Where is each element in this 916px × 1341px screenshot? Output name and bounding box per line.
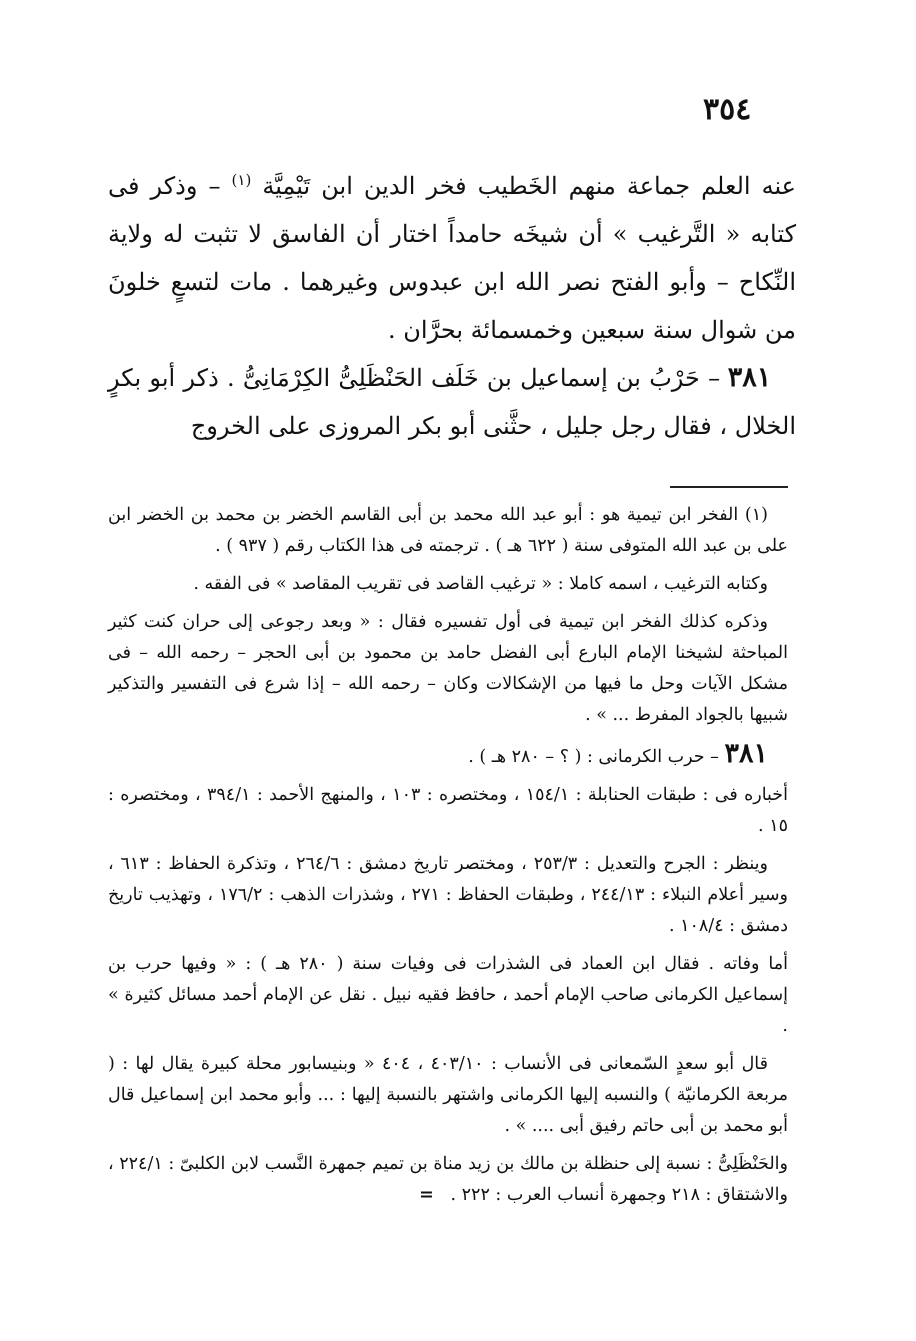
footnote-1: (١) الفخر ابن تيمية هو : أبو عبد الله محمد بن أبى القاسم الخضر بن محمد بن الخضر ابن على بن عبد الله المتوفى سنة ( ٦٢٢ هـ ) . ترجمته فى هذا الكتاب رقم ( ٩٣٧ ) .: [108, 505, 788, 556]
footnote-death: أما وفاته . فقال ابن العماد فى الشذرات فى وفيات سنة ( ٢٨٠ هـ ) : « وفيها حرب بن إسماعيل الكرمانى صاحب الإمام أحمد ، حافظ فقيه نبيل . نقل عن الإمام أحمد مسائل كثيرة » .: [108, 954, 788, 1036]
main-paragraph-part-b: – وذكر فى كتابه « التَّرغيب » أن شيخَه حامداً اختار أن الفاسق لا تثبت له ولاية النِّكاح – وأبو الفتح نصر الله ابن عبدوس وغيرهما . مات لتسعٍ خلونَ من شوال سنة سبعين وخمسمائة بحرَّان .: [108, 172, 796, 344]
biography-entry: [108, 354, 796, 450]
footnote-hanzali-text: والحَنْظَلِىُّ : نسبة إلى حنظلة بن مالك بن زيد مناة بن تميم جمهرة النَّسب لابن الكلبىّ : ٢٢٤/١ ، والاشتقاق : ٢١٨ وجمهرة أنساب العرب : ٢٢٢ .: [108, 1154, 788, 1205]
main-paragraph: [108, 162, 796, 354]
footnote-entry-number: ٣٨١: [724, 738, 768, 769]
footnote-sources: أخباره فى : طبقات الحنابلة : ١٥٤/١ ، ومختصره : ١٠٣ ، والمنهج الأحمد : ٣٩٤/١ ، ومختصره : ١٥ .: [108, 785, 788, 836]
main-paragraph-part-a: عنه العلم جماعة منهم الخَطيب فخر الدين ابن تَيْمِيَّة: [251, 172, 797, 200]
footnote-reference[interactable]: (١): [231, 171, 252, 189]
footnote-targhib: وكتابه الترغيب ، اسمه كاملا : « ترغيب القاصد فى تقريب المقاصد » فى الفقه .: [193, 574, 768, 594]
continuation-mark: =: [419, 1185, 434, 1205]
entry-text: – حَرْبُ بن إسماعيل بن خَلَف الحَنْظَلِىُّ الكِرْمَانِىُّ . ذكر أبو بكرٍ الخلال ، فقال رجل جليل ، حثَّنى أبو بكر المروزى على الخروج: [108, 364, 796, 440]
entry-number: ٣٨١: [727, 362, 772, 393]
footnote-entry-header: [108, 738, 788, 773]
footnote-tafsir: وذكره كذلك الفخر ابن تيمية فى أول تفسيره فقال : « وبعد رجوعى إلى حران كنت كثير المباحثة لشيخنا الإمام البارع أبى الفضل حامد بن محمود بن أبى الحجر – رحمه الله – فى مشكل الآيات وحل ما فيها من الإشكالات وكان – رحمه الله – إذا شرع فى التفسير والتذكير شبيها بالجواد المفرط ... » .: [108, 612, 788, 725]
footnote-hanzali: [108, 1149, 788, 1211]
page-number: ٣٥٤: [703, 92, 752, 127]
footnote-samani: قال أبو سعدٍ السّمعانى فى الأنساب : ٤٠٣/١٠ ، ٤٠٤ « وبنيسابور محلة كبيرة يقال لها : ( مربعة الكرمانيّة ) والنسبه إليها الكرمانى واشتهر بالنسبة إليها : ... وأبو محمد ابن إسماعيل قال أبو محمد بن أبى حاتم رفيق أبى .... » .: [108, 1054, 788, 1136]
footnote-references: وينظر : الجرح والتعديل : ٢٥٣/٣ ، ومختصر تاريخ دمشق : ٢٦٤/٦ ، وتذكرة الحفاظ : ٦١٣ ، وسير أعلام النبلاء : ٢٤٤/١٣ ، وطبقات الحفاظ : ٢٧١ ، وشذرات الذهب : ١٧٦/٢ ، وتهذيب تاريخ دمشق : ١٠٨/٤ .: [108, 854, 788, 936]
footnotes: [108, 500, 788, 1218]
footnote-entry-line: – حرب الكرمانى : ( ؟ – ٢٨٠ هـ ) .: [468, 747, 725, 767]
main-text: [108, 162, 796, 450]
footnote-separator: [670, 486, 788, 488]
